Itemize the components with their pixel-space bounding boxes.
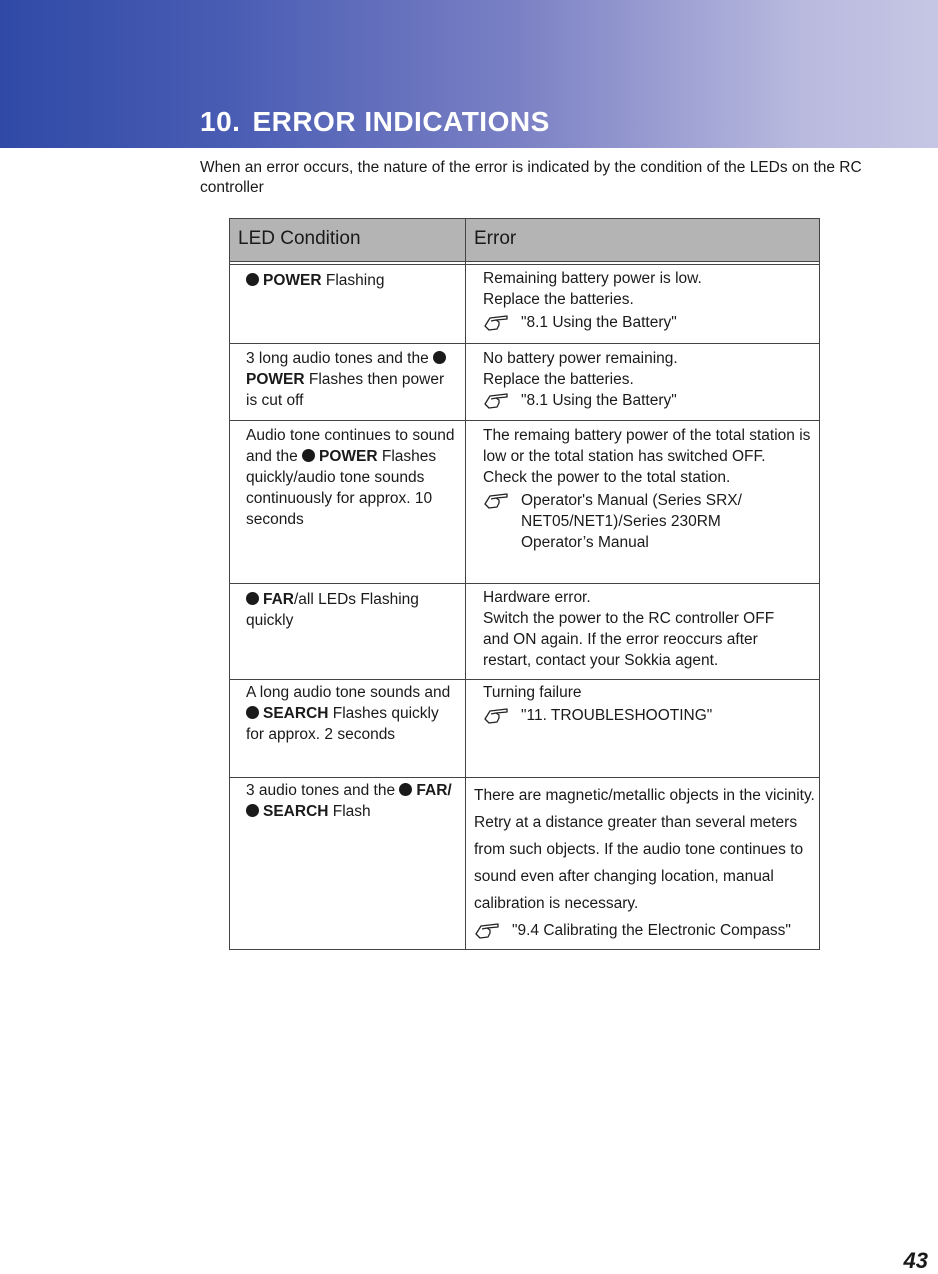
chapter-title-text: ERROR INDICATIONS	[252, 106, 550, 137]
row4-error: Hardware error. Switch the power to the RC controller OFF and ON again. If the error reoccurs after restart, contact your Sokkia agent.	[483, 589, 775, 669]
row1-error: Remaining battery power is low. Replace the batteries. "8.1 Using the Battery"	[483, 268, 813, 333]
row3-error: The remaing battery power of the total station is low or the total station has switched OFF. Check the power to the total station. Operator's Manual (Series SRX/ NET05/NET1)/Series 230RM Operator’s Manual	[483, 425, 817, 553]
intro-paragraph: When an error occurs, the nature of the error is indicated by the condition of the LEDs on the RC controller	[200, 159, 862, 196]
page-title	[200, 106, 550, 138]
chapter-number: 10.	[200, 106, 241, 137]
row5-error: Turning failure "11. TROUBLESHOOTING"	[483, 682, 813, 726]
page-number: 43	[903, 1248, 928, 1273]
row4-led-condition: FAR/all LEDs Flashing quickly	[246, 591, 419, 629]
row1-reference: "8.1 Using the Battery"	[483, 312, 813, 333]
header-led-condition: LED Condition	[238, 228, 361, 249]
row2-error: No battery power remaining. Replace the batteries. "8.1 Using the Battery"	[483, 348, 813, 411]
pointing-hand-icon	[483, 705, 513, 725]
table-header	[230, 219, 819, 262]
row5-led-condition: A long audio tone sounds and SEARCH Flashes quickly for approx. 2 seconds	[246, 684, 451, 743]
row1-led-condition: POWER Flashing	[246, 270, 458, 291]
row-divider	[230, 343, 819, 344]
led-dot-icon	[246, 706, 259, 719]
row-divider	[230, 777, 819, 778]
row6-reference: "9.4 Calibrating the Electronic Compass"	[474, 917, 816, 944]
pointing-hand-icon	[483, 490, 513, 510]
led-dot-icon	[433, 351, 446, 364]
row-divider	[230, 583, 819, 584]
row2-reference: "8.1 Using the Battery"	[483, 390, 813, 411]
row5-reference: "11. TROUBLESHOOTING"	[483, 705, 813, 726]
row-divider	[230, 420, 819, 421]
led-dot-icon	[246, 273, 259, 286]
led-dot-icon	[302, 449, 315, 462]
led-dot-icon	[399, 783, 412, 796]
pointing-hand-icon	[483, 390, 513, 410]
row2-led-condition: 3 long audio tones and the POWER Flashes then power is cut off	[246, 350, 445, 409]
led-dot-icon	[246, 804, 259, 817]
error-table	[229, 218, 820, 950]
row3-led-condition: Audio tone continues to sound and the POWER Flashes quickly/audio tone sounds continuously for approx. 10 seconds	[246, 427, 455, 528]
pointing-hand-icon	[483, 312, 513, 332]
column-divider	[465, 219, 466, 949]
pointing-hand-icon	[474, 920, 504, 940]
led-dot-icon	[246, 592, 259, 605]
row6-led-condition: 3 audio tones and the FAR/ SEARCH Flash	[246, 782, 452, 820]
row-divider	[230, 679, 819, 680]
row3-reference: Operator's Manual (Series SRX/ NET05/NET1)/Series 230RM Operator’s Manual	[483, 490, 817, 553]
header-error: Error	[474, 228, 517, 249]
row6-error: There are magnetic/metallic objects in the vicinity. Retry at a distance greater than several meters from such objects. If the audio tone continues to sound even after changing location, manual calibration is necessary. "9.4 Calibrating the Electronic Compass"	[474, 782, 816, 944]
